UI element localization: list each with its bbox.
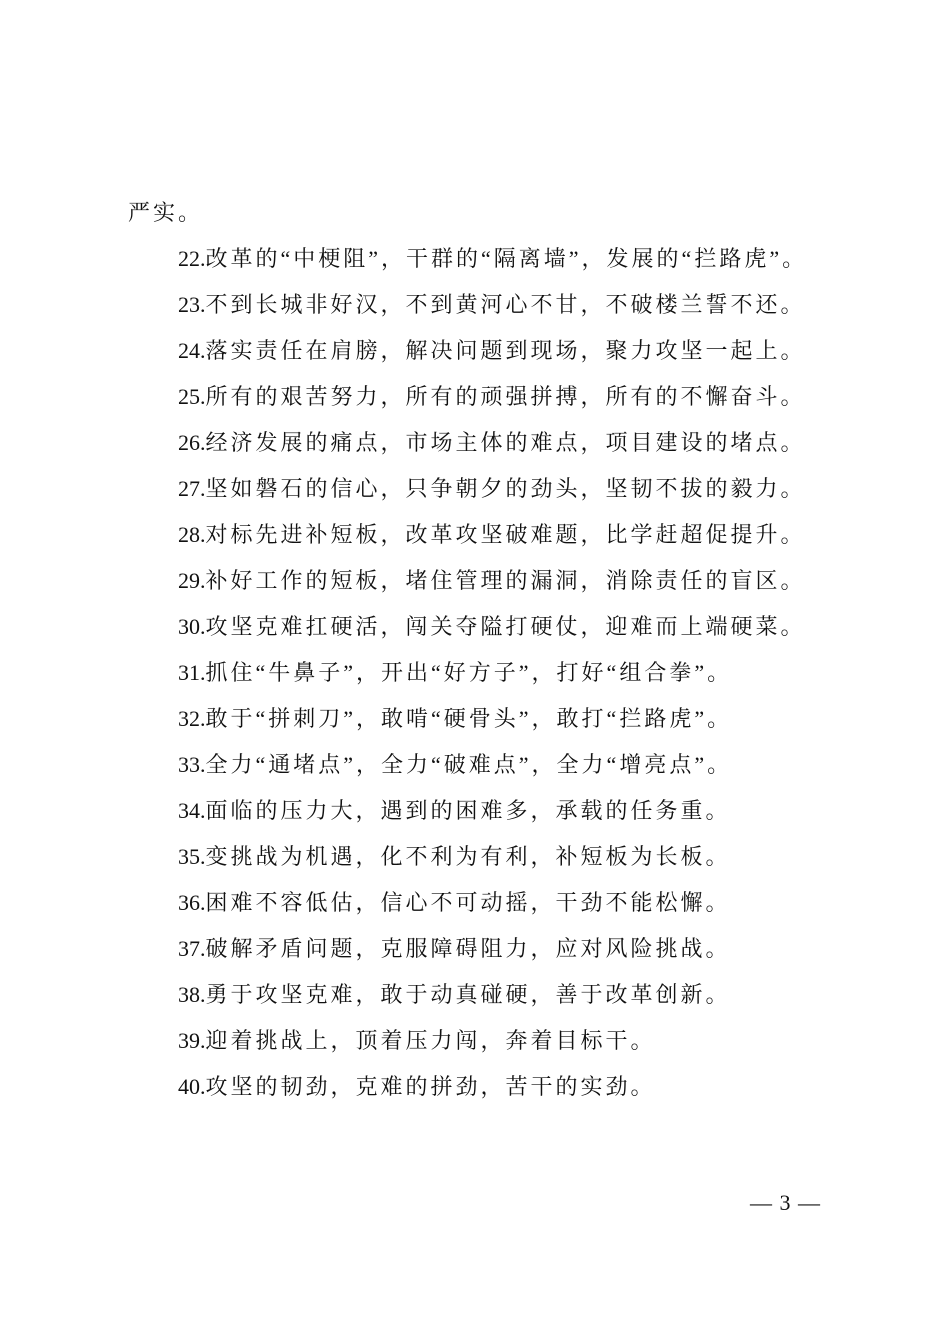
item-number: 40. (178, 1074, 206, 1099)
item-text: 改革的“中梗阻”，干群的“隔离墙”，发展的“拦路虎”。 (205, 246, 808, 271)
item-number: 33. (178, 752, 206, 777)
item-number: 25. (178, 384, 206, 409)
item-number: 31. (178, 660, 206, 685)
item-number: 28. (178, 522, 206, 547)
item-number: 32. (178, 706, 206, 731)
list-item (128, 466, 840, 512)
item-text: 落实责任在肩膀，解决问题到现场，聚力攻坚一起上。 (205, 338, 806, 363)
item-number: 38. (178, 982, 206, 1007)
item-number: 36. (178, 890, 206, 915)
item-number: 35. (178, 844, 206, 869)
item-text: 对标先进补短板，改革攻坚破难题，比学赶超促提升。 (205, 522, 806, 547)
item-number: 24. (178, 338, 206, 363)
item-text: 破解矛盾问题，克服障碍阻力，应对风险挑战。 (205, 936, 731, 961)
list-item (128, 650, 840, 696)
list-item (128, 1064, 840, 1110)
item-text: 面临的压力大，遇到的困难多，承载的任务重。 (205, 798, 731, 823)
item-number: 37. (178, 936, 206, 961)
list-item (128, 696, 840, 742)
list-item (128, 834, 840, 880)
list-item (128, 374, 840, 420)
list-item (128, 1018, 840, 1064)
page-number: — 3 — (750, 1190, 821, 1215)
item-number: 29. (178, 568, 206, 593)
item-text: 不到长城非好汉，不到黄河心不甘，不破楼兰誓不还。 (205, 292, 806, 317)
list-item (128, 512, 840, 558)
item-text: 攻坚克难扛硬活，闯关夺隘打硬仗，迎难而上端硬菜。 (205, 614, 806, 639)
list-item (128, 926, 840, 972)
list-item (128, 236, 840, 282)
item-number: 27. (178, 476, 206, 501)
item-text: 经济发展的痛点，市场主体的难点，项目建设的堵点。 (205, 430, 806, 455)
item-text: 变挑战为机遇，化不利为有利，补短板为长板。 (205, 844, 731, 869)
item-number: 22. (178, 246, 206, 271)
item-number: 23. (178, 292, 206, 317)
item-list (128, 236, 840, 1110)
item-text: 抓住“牛鼻子”，开出“好方子”，打好“组合拳”。 (205, 660, 733, 685)
list-item (128, 788, 840, 834)
list-item (128, 282, 840, 328)
document-body (128, 190, 840, 1110)
list-item (128, 972, 840, 1018)
list-item (128, 880, 840, 926)
item-number: 30. (178, 614, 206, 639)
item-number: 26. (178, 430, 206, 455)
list-item (128, 604, 840, 650)
list-item (128, 420, 840, 466)
item-text: 敢于“拼刺刀”，敢啃“硬骨头”，敢打“拦路虎”。 (205, 706, 733, 731)
item-number: 34. (178, 798, 206, 823)
item-text: 迎着挑战上，顶着压力闯，奔着目标干。 (205, 1028, 656, 1053)
list-item (128, 328, 840, 374)
list-item (128, 742, 840, 788)
item-number: 39. (178, 1028, 206, 1053)
item-text: 困难不容低估，信心不可动摇，干劲不能松懈。 (205, 890, 731, 915)
list-item (128, 558, 840, 604)
item-text: 所有的艰苦努力，所有的顽强拼搏，所有的不懈奋斗。 (205, 384, 806, 409)
item-text: 补好工作的短板，堵住管理的漏洞，消除责任的盲区。 (205, 568, 806, 593)
item-text: 攻坚的韧劲，克难的拼劲，苦干的实劲。 (205, 1074, 656, 1099)
item-text: 全力“通堵点”，全力“破难点”，全力“增亮点”。 (205, 752, 733, 777)
continuation-text: 严实。 (128, 200, 204, 225)
item-text: 坚如磐石的信心，只争朝夕的劲头，坚韧不拔的毅力。 (205, 476, 806, 501)
item-text: 勇于攻坚克难，敢于动真碰硬，善于改革创新。 (205, 982, 731, 1007)
